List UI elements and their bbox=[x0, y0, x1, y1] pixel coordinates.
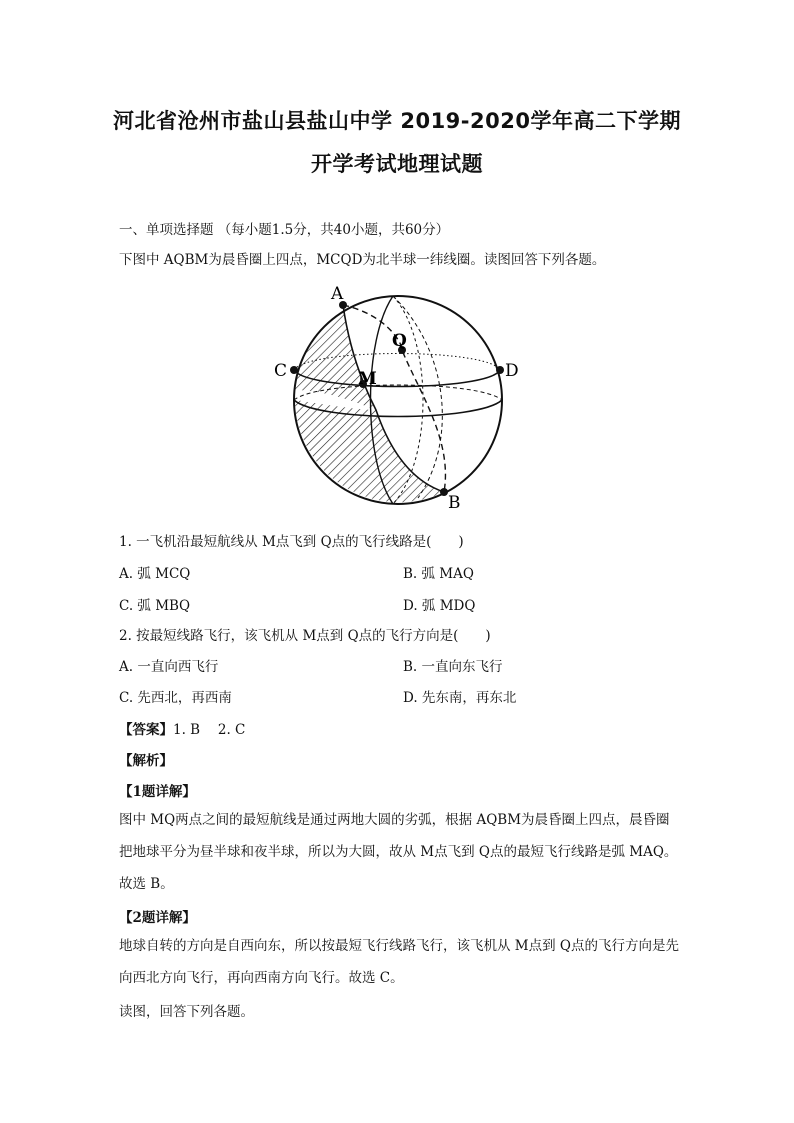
analysis-label: 【解析】 bbox=[119, 753, 173, 769]
detail-2-label: 【2题详解】 bbox=[119, 910, 196, 926]
question-2-option-a: A. 一直向西飞行 bbox=[119, 659, 219, 675]
question-1-option-d: D. 弧 MDQ bbox=[403, 598, 476, 614]
point-c bbox=[290, 366, 298, 374]
night-region-left bbox=[294, 305, 376, 410]
document-title-line1: 河北省沧州市盐山县盐山中学 2019-2020学年高二下学期 bbox=[113, 109, 681, 133]
document-title-line2: 开学考试地理试题 bbox=[311, 152, 483, 176]
answer-label: 【答案】 bbox=[119, 722, 173, 738]
question-1-stem: 1. 一飞机沿最短航线从 M点飞到 Q点的飞行线路是( ) bbox=[119, 534, 464, 550]
question-2-option-c: C. 先西北，再西南 bbox=[119, 690, 232, 706]
label-d: D bbox=[505, 361, 519, 381]
question-2-option-d: D. 先东南，再东北 bbox=[403, 690, 517, 706]
question-1-option-a: A. 弧 MCQ bbox=[119, 566, 191, 582]
question-1-option-c: C. 弧 MBQ bbox=[119, 598, 191, 614]
detail-1-text: 图中 MQ两点之间的最短航线是通过两地大圆的劣弧，根据 AQBM为晨昏圈上四点，晨昏圈把地球平分为昼半球和夜半球，所以为大圆，故从 M点飞到 Q点的最短飞行线路是弧 MAQ。故选 B。 bbox=[119, 812, 678, 892]
label-q: Q bbox=[392, 331, 407, 351]
detail-2-text: 地球自转的方向是自西向东，所以按最短飞行线路飞行，该飞机从 M点到 Q点的飞行方向是先向西北方向飞行，再向西南方向飞行。故选 C。 bbox=[119, 938, 679, 986]
section-heading: 一、单项选择题 （每小题1.5分，共40小题，共60分） bbox=[119, 222, 450, 238]
answer-text: 1. B 2. C bbox=[173, 722, 246, 738]
question-2-stem: 2. 按最短线路飞行，该飞机从 M点到 Q点的飞行方向是( ) bbox=[119, 628, 491, 644]
label-m: M bbox=[358, 369, 377, 389]
label-b: B bbox=[448, 493, 461, 513]
globe-diagram bbox=[268, 280, 528, 514]
closing-instruction: 读图，回答下列各题。 bbox=[119, 1004, 254, 1020]
point-b bbox=[440, 488, 448, 496]
question-2-option-b: B. 一直向东飞行 bbox=[403, 659, 503, 675]
label-c: C bbox=[274, 361, 288, 381]
globe-svg bbox=[268, 280, 528, 514]
question-1-option-b: B. 弧 MAQ bbox=[403, 566, 474, 582]
detail-1-label: 【1题详解】 bbox=[119, 784, 196, 800]
question-intro: 下图中 AQBM为晨昏圈上四点，MCQD为北半球一纬线圈。读图回答下列各题。 bbox=[119, 252, 606, 268]
point-d bbox=[496, 366, 504, 374]
label-a: A bbox=[331, 284, 344, 304]
answer-line bbox=[119, 718, 245, 738]
